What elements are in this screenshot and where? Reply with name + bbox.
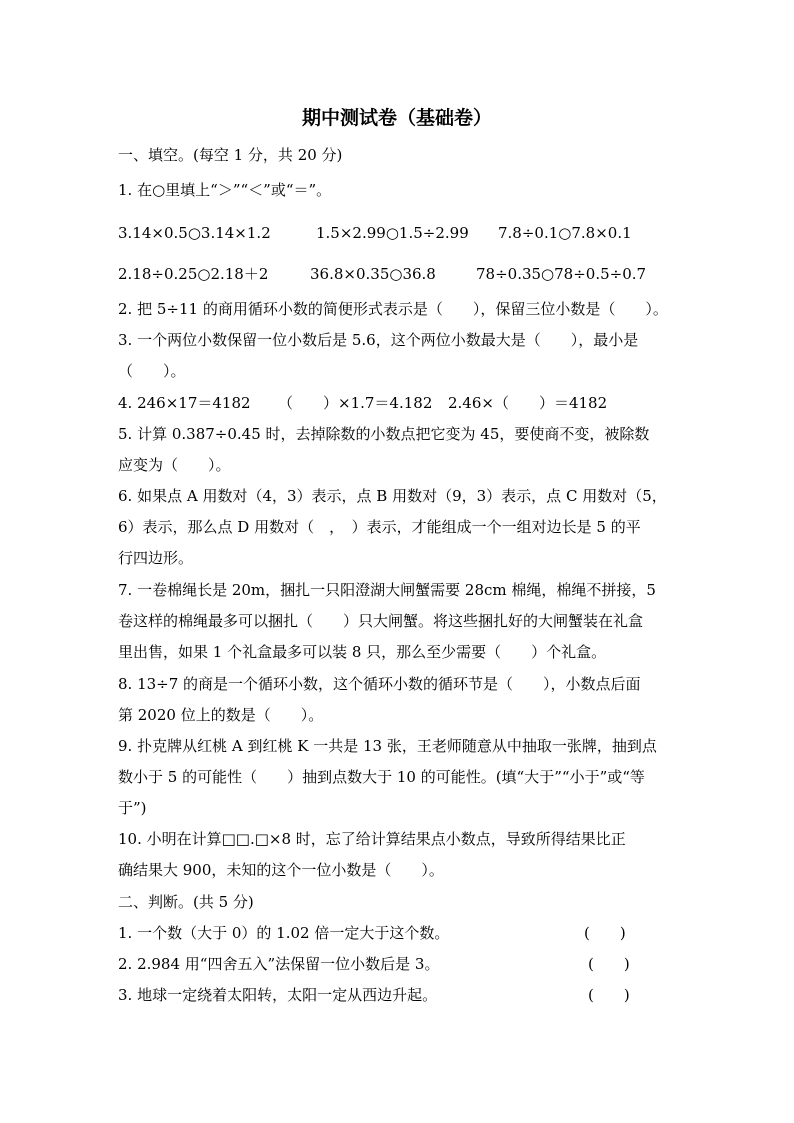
judge-item-1-paren: ( ) <box>584 924 626 942</box>
q7-line-1: 7. 一卷棉绳长是 20m，捆扎一只阳澄湖大闸蟹需要 28cm 棉绳，棉绳不拼接，5 <box>118 581 656 599</box>
q5-line-2: 应变为（ ）。 <box>118 456 231 474</box>
q6-line-3: 行四边形。 <box>118 549 194 567</box>
section1-heading: 一、填空。(每空 1 分，共 20 分) <box>118 146 343 164</box>
q3-line-1: 3. 一个两位小数保留一位小数后是 5.6，这个两位小数最大是（ ），最小是 <box>118 331 639 349</box>
q6-line-1: 6. 如果点 A 用数对（4，3）表示，点 B 用数对（9，3）表示，点 C 用数对（5， <box>118 487 667 505</box>
q4-part-2: （ ）×1.7＝4.182 <box>278 394 433 412</box>
q9-line-3: 于”) <box>118 799 147 817</box>
q1-expr-6: 78÷0.35○78÷0.5÷0.7 <box>476 265 647 283</box>
q1-expr-5: 36.8×0.35○36.8 <box>310 265 436 283</box>
q4-part-1: 4. 246×17＝4182 <box>118 394 251 412</box>
judge-item-1: 1. 一个数（大于 0）的 1.02 倍一定大于这个数。 <box>118 924 450 942</box>
page-title: 期中测试卷（基础卷） <box>301 107 492 129</box>
q9-line-1: 9. 扑克牌从红桃 A 到红桃 K 一共是 13 张，王老师随意从中抽取一张牌，抽到点 <box>118 737 657 755</box>
q1-expr-3: 7.8÷0.1○7.8×0.1 <box>498 224 632 242</box>
q4-part-3: 2.46×（ ）＝4182 <box>448 394 608 412</box>
section2-heading: 二、判断。(共 5 分) <box>118 893 254 911</box>
q7-line-3: 里出售，如果 1 个礼盒最多可以装 8 只，那么至少需要（ ）个礼盒。 <box>118 643 607 661</box>
q8-line-2: 第 2020 位上的数是（ ）。 <box>118 706 324 724</box>
q1-expr-2: 1.5×2.99○1.5÷2.99 <box>316 224 469 242</box>
q9-line-2: 数小于 5 的可能性（ ）抽到点数大于 10 的可能性。(填“大于”“小于”或“等 <box>118 768 645 786</box>
judge-item-2: 2. 2.984 用“四舍五入”法保留一位小数后是 3。 <box>118 955 440 973</box>
q8-line-1: 8. 13÷7 的商是一个循环小数，这个循环小数的循环节是（ ），小数点后面 <box>118 675 641 693</box>
q10-line-2: 确结果大 900，未知的这个一位小数是（ ）。 <box>118 861 444 879</box>
q6-line-2: 6）表示，那么点 D 用数对（ ， ）表示，才能组成一个一组对边长是 5 的平 <box>118 518 641 536</box>
judge-item-3-paren: ( ) <box>588 986 630 1004</box>
judge-item-3: 3. 地球一定绕着太阳转，太阳一定从西边升起。 <box>118 986 438 1004</box>
judge-item-2-paren: ( ) <box>588 955 630 973</box>
q1-expr-4: 2.18÷0.25○2.18＋2 <box>118 265 269 283</box>
q7-line-2: 卷这样的棉绳最多可以捆扎（ ）只大闸蟹。将这些捆扎好的大闸蟹装在礼盒 <box>118 612 644 630</box>
q10-line-1: 10. 小明在计算□□.□×8 时，忘了给计算结果点小数点，导致所得结果比正 <box>118 830 626 848</box>
q1-stem: 1. 在○里填上“＞”“＜”或“＝”。 <box>118 181 332 199</box>
q2-text: 2. 把 5÷11 的商用循环小数的简便形式表示是（ ），保留三位小数是（ ）。 <box>118 300 668 318</box>
q1-expr-1: 3.14×0.5○3.14×1.2 <box>118 224 271 242</box>
q3-line-2: （ ）。 <box>118 362 186 380</box>
q5-line-1: 5. 计算 0.387÷0.45 时，去掉除数的小数点把它变为 45，要使商不变，被除数 <box>118 425 650 443</box>
